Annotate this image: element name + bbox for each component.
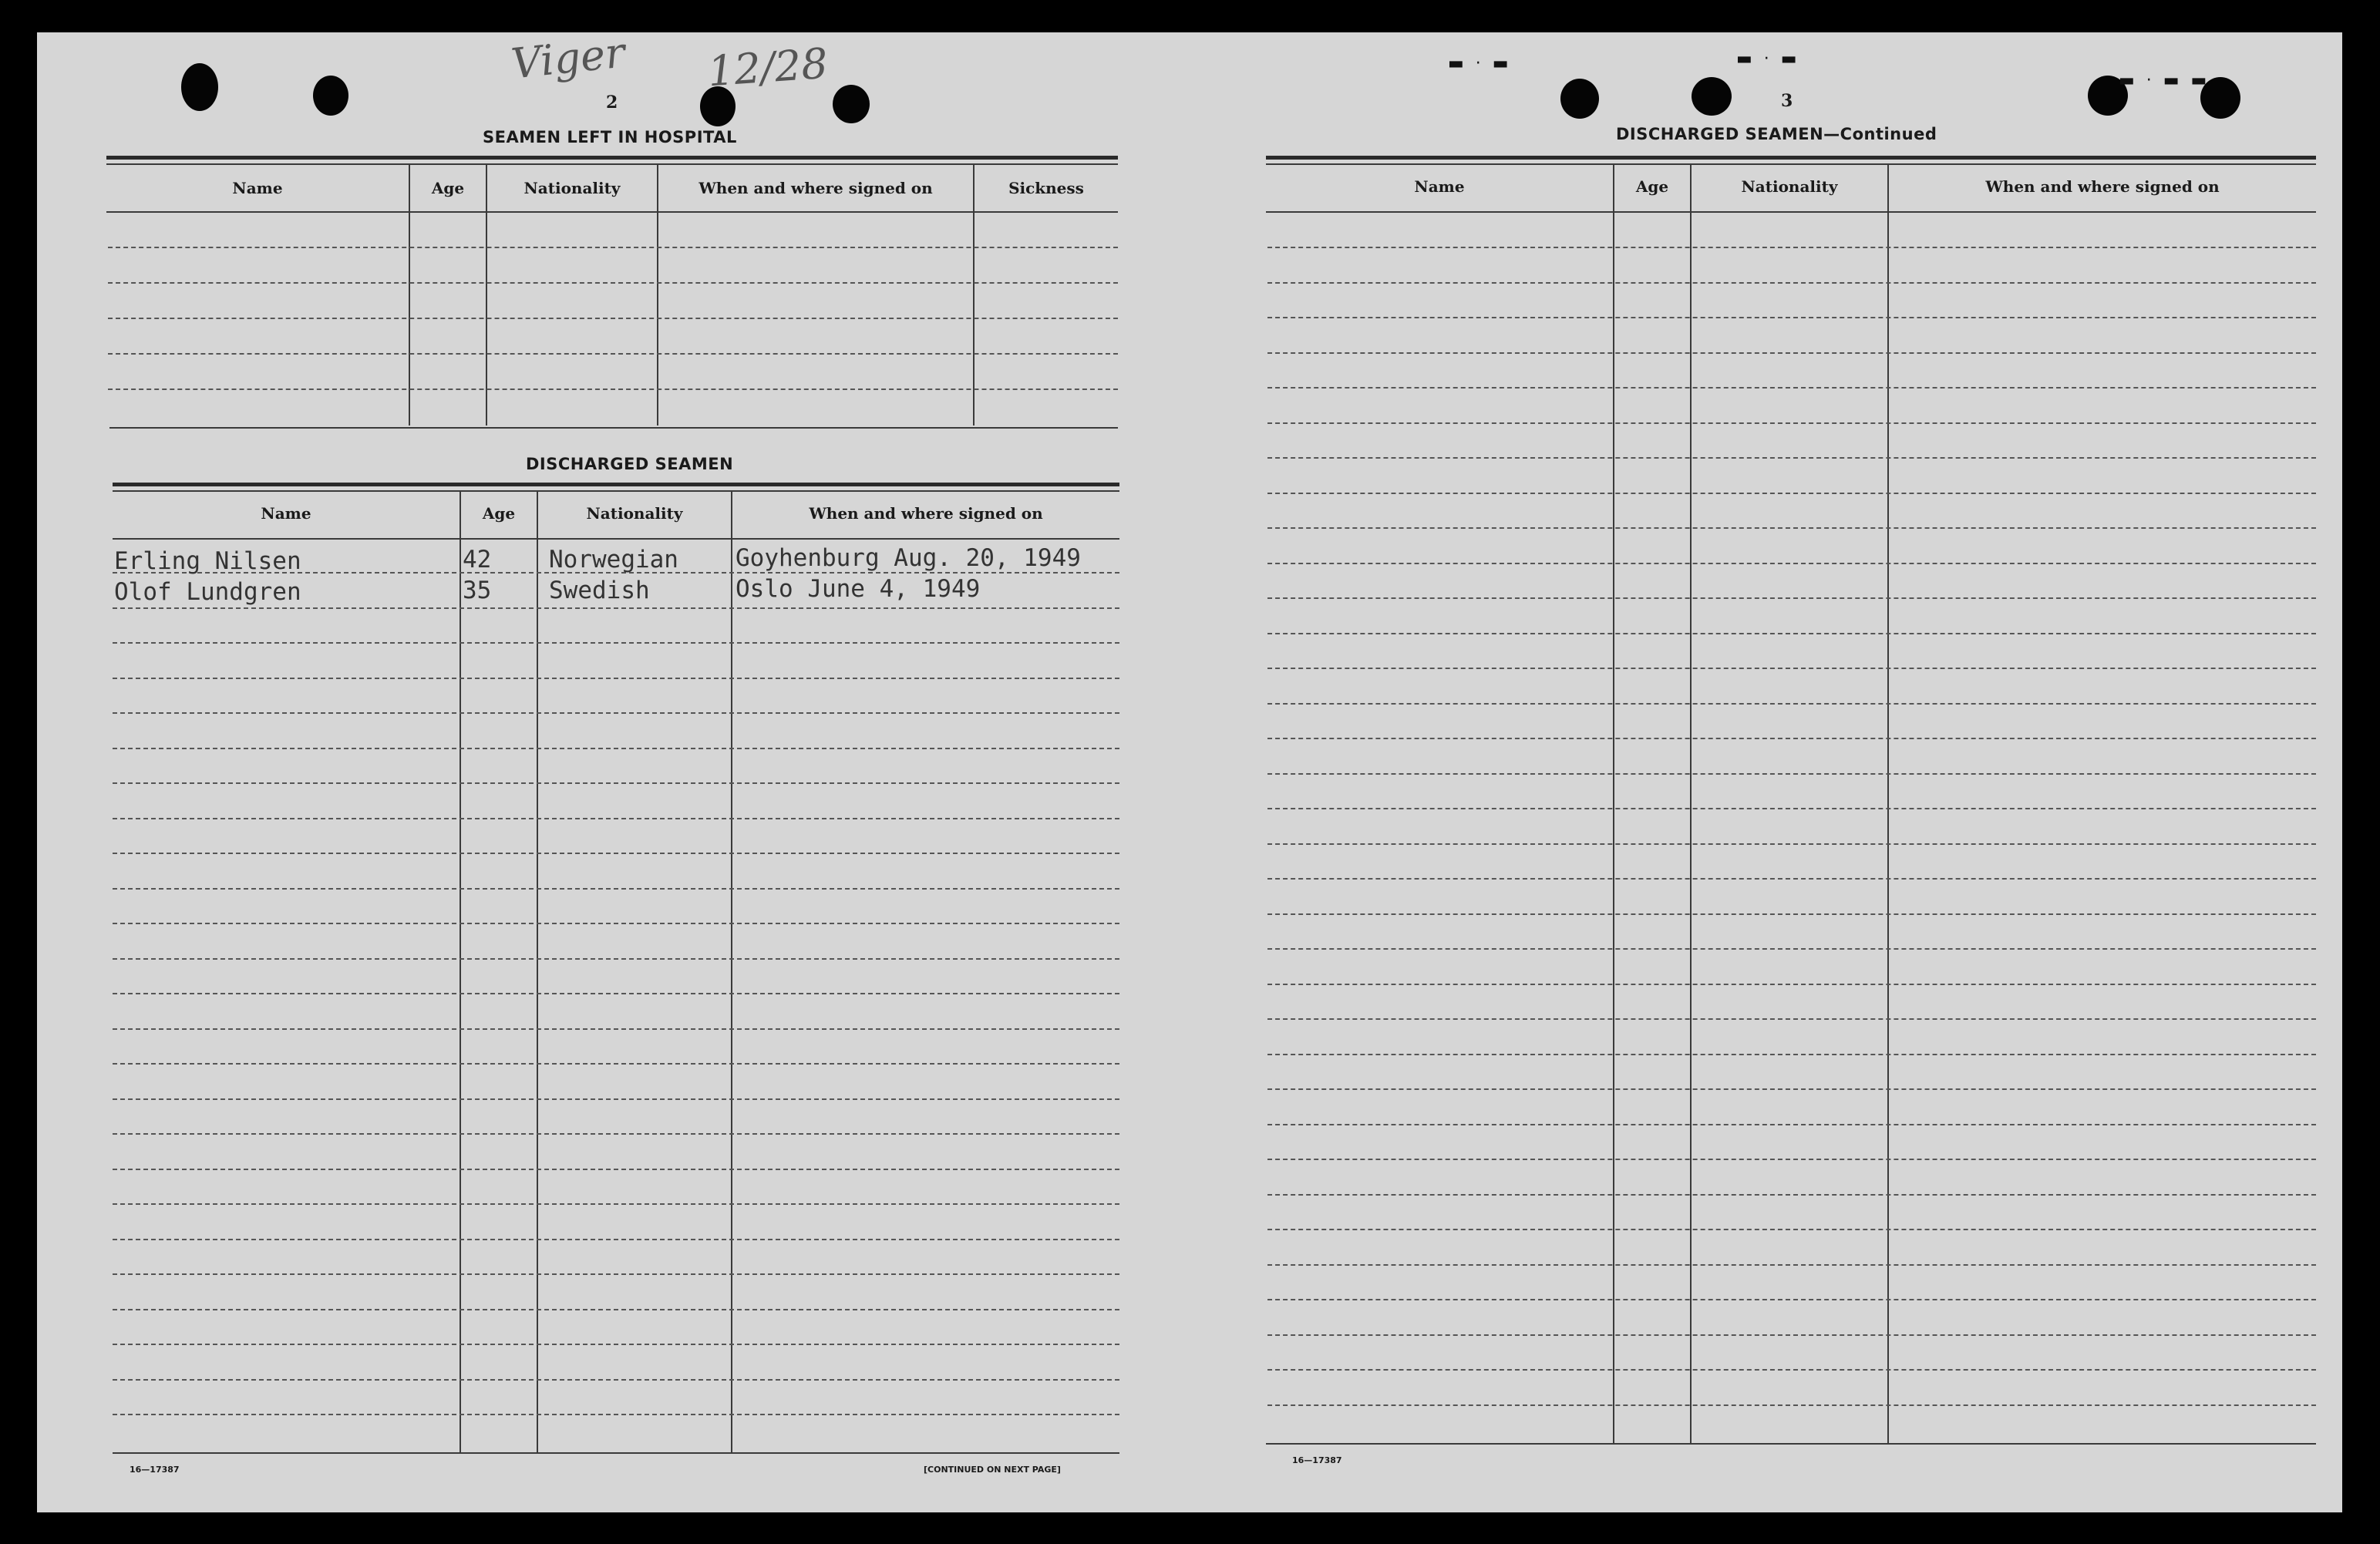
discharged-header-nationality: Nationality bbox=[586, 504, 683, 523]
punch-hole bbox=[313, 76, 348, 116]
right-form-row bbox=[1267, 843, 2316, 845]
discharged-table-rule bbox=[113, 490, 1119, 492]
hospital-table-rule bbox=[106, 163, 1118, 165]
right-header-name: Name bbox=[1414, 177, 1465, 196]
hospital-form-row bbox=[108, 282, 1118, 284]
discharged-row-2-signed-on: Oslo June 4, 1949 bbox=[736, 575, 981, 603]
discharged-row-2-age: 35 bbox=[463, 577, 492, 604]
hospital-table-top-rule bbox=[106, 156, 1118, 160]
stray-mark: ▬ · ▬ ▬ bbox=[2119, 71, 2210, 90]
right-form-row bbox=[1267, 247, 2316, 248]
right-form-row bbox=[1267, 563, 2316, 564]
right-col-divider bbox=[1690, 163, 1692, 1443]
discharged-form-row bbox=[113, 923, 1119, 924]
discharged-row-1-name: Erling Nilsen bbox=[114, 547, 301, 575]
right-form-row bbox=[1267, 1299, 2316, 1300]
right-form-row bbox=[1267, 527, 2316, 529]
right-header-age: Age bbox=[1635, 177, 1669, 196]
discharged-row-1-nationality: Norwegian bbox=[549, 546, 678, 574]
right-form-row bbox=[1267, 668, 2316, 669]
right-form-row bbox=[1267, 1334, 2316, 1336]
right-form-row bbox=[1267, 387, 2316, 389]
discharged-section-title: DISCHARGED SEAMEN bbox=[526, 455, 734, 473]
right-form-row bbox=[1267, 738, 2316, 739]
right-header-nationality: Nationality bbox=[1741, 177, 1838, 196]
hospital-header-sickness: Sickness bbox=[1008, 179, 1084, 197]
right-form-row bbox=[1267, 1124, 2316, 1125]
hospital-header-age: Age bbox=[431, 179, 465, 197]
punch-hole bbox=[833, 85, 870, 123]
page-number-left: 2 bbox=[606, 93, 618, 113]
stray-mark: ▬ · ▬ bbox=[1736, 49, 1800, 69]
continued-note: [CONTINUED ON NEXT PAGE] bbox=[924, 1465, 1061, 1475]
hospital-section-title: SEAMEN LEFT IN HOSPITAL bbox=[483, 128, 737, 146]
right-section-title bbox=[1616, 125, 1937, 143]
hospital-table-bottom-rule bbox=[109, 427, 1118, 429]
right-header-signed-on: When and where signed on bbox=[1985, 177, 2220, 196]
discharged-header-name: Name bbox=[261, 504, 311, 523]
discharged-form-row bbox=[113, 888, 1119, 890]
right-form-row bbox=[1267, 597, 2316, 599]
right-table-rule bbox=[1266, 163, 2316, 165]
right-form-row bbox=[1267, 948, 2316, 950]
right-col-divider bbox=[1613, 163, 1614, 1443]
form-number-right: 16—17387 bbox=[1292, 1455, 1342, 1465]
right-form-row bbox=[1267, 1018, 2316, 1020]
right-section-title-suffix: —Continued bbox=[1823, 125, 1937, 143]
discharged-row-1-age: 42 bbox=[463, 546, 492, 574]
right-form-row bbox=[1267, 352, 2316, 354]
document-sheet bbox=[37, 28, 2342, 1512]
hospital-header-signed-on: When and where signed on bbox=[699, 179, 933, 197]
discharged-form-row bbox=[113, 1063, 1119, 1065]
hospital-col-divider bbox=[973, 163, 975, 426]
discharged-row-2-name: Olof Lundgren bbox=[114, 578, 301, 606]
right-form-row bbox=[1267, 1054, 2316, 1055]
discharged-form-row bbox=[113, 853, 1119, 854]
right-form-row bbox=[1267, 457, 2316, 459]
right-form-row bbox=[1267, 913, 2316, 915]
right-form-row bbox=[1267, 282, 2316, 284]
discharged-form-row bbox=[113, 678, 1119, 679]
right-form-row bbox=[1267, 773, 2316, 775]
discharged-form-row bbox=[113, 993, 1119, 994]
discharged-form-row bbox=[113, 712, 1119, 714]
right-form-row bbox=[1267, 1264, 2316, 1266]
right-form-row bbox=[1267, 984, 2316, 985]
discharged-header-age: Age bbox=[482, 504, 516, 523]
right-form-row bbox=[1267, 1369, 2316, 1371]
right-form-row bbox=[1267, 878, 2316, 880]
discharged-form-row bbox=[113, 782, 1119, 784]
hospital-col-divider bbox=[486, 163, 487, 426]
right-section-title-main: DISCHARGED SEAMEN bbox=[1616, 125, 1824, 143]
right-table-bottom-rule bbox=[1266, 1443, 2316, 1445]
hospital-header-nationality: Nationality bbox=[523, 179, 621, 197]
discharged-table-top-rule bbox=[113, 483, 1119, 486]
hospital-form-row bbox=[108, 247, 1118, 248]
date-annotation: 12/28 bbox=[705, 39, 830, 96]
right-col-divider bbox=[1887, 163, 1889, 1443]
right-table-top-rule bbox=[1266, 156, 2316, 160]
discharged-form-row bbox=[113, 1309, 1119, 1310]
discharged-form-row bbox=[113, 1414, 1119, 1415]
discharged-form-row bbox=[113, 958, 1119, 960]
hospital-header-name: Name bbox=[232, 179, 283, 197]
punch-hole bbox=[1692, 77, 1732, 116]
discharged-form-row bbox=[113, 1273, 1119, 1275]
page-number-right: 3 bbox=[1781, 91, 1793, 111]
discharged-row-1-signed-on: Goyhenburg Aug. 20, 1949 bbox=[736, 544, 1081, 572]
hospital-form-row bbox=[108, 389, 1118, 390]
right-form-row bbox=[1267, 808, 2316, 809]
hospital-col-divider bbox=[657, 163, 658, 426]
discharged-form-row bbox=[113, 1379, 1119, 1381]
discharged-table-bottom-rule bbox=[113, 1452, 1119, 1454]
right-form-row bbox=[1267, 422, 2316, 424]
right-form-row bbox=[1267, 1159, 2316, 1160]
punch-hole bbox=[1560, 79, 1599, 119]
hospital-form-row bbox=[108, 318, 1118, 319]
discharged-form-row bbox=[113, 1203, 1119, 1205]
discharged-form-row bbox=[113, 1169, 1119, 1170]
discharged-form-row bbox=[113, 1098, 1119, 1100]
discharged-form-row bbox=[113, 607, 1119, 609]
right-form-row bbox=[1267, 703, 2316, 705]
right-form-row bbox=[1267, 1088, 2316, 1090]
right-header-rule bbox=[1266, 211, 2316, 213]
discharged-row-2-nationality: Swedish bbox=[549, 577, 650, 604]
discharged-form-row bbox=[113, 1239, 1119, 1240]
right-form-row bbox=[1267, 1404, 2316, 1406]
hospital-col-divider bbox=[409, 163, 410, 426]
right-form-row bbox=[1267, 633, 2316, 634]
right-form-row bbox=[1267, 493, 2316, 494]
hospital-header-rule bbox=[106, 211, 1118, 213]
discharged-form-row bbox=[113, 818, 1119, 819]
right-form-row bbox=[1267, 1194, 2316, 1196]
punch-hole bbox=[181, 63, 218, 111]
discharged-form-row bbox=[113, 1133, 1119, 1135]
right-form-row bbox=[1267, 317, 2316, 318]
discharged-form-row bbox=[113, 1344, 1119, 1345]
right-form-row bbox=[1267, 1229, 2316, 1230]
vessel-annotation: Viger bbox=[509, 28, 628, 89]
discharged-form-row bbox=[113, 748, 1119, 749]
stray-mark: ▬ · ▬ bbox=[1448, 54, 1512, 73]
discharged-form-row bbox=[113, 642, 1119, 644]
form-number-left: 16—17387 bbox=[130, 1465, 180, 1475]
discharged-form-row bbox=[113, 1028, 1119, 1030]
discharged-header-signed-on: When and where signed on bbox=[809, 504, 1043, 523]
hospital-form-row bbox=[108, 353, 1118, 355]
discharged-header-rule bbox=[113, 538, 1119, 540]
